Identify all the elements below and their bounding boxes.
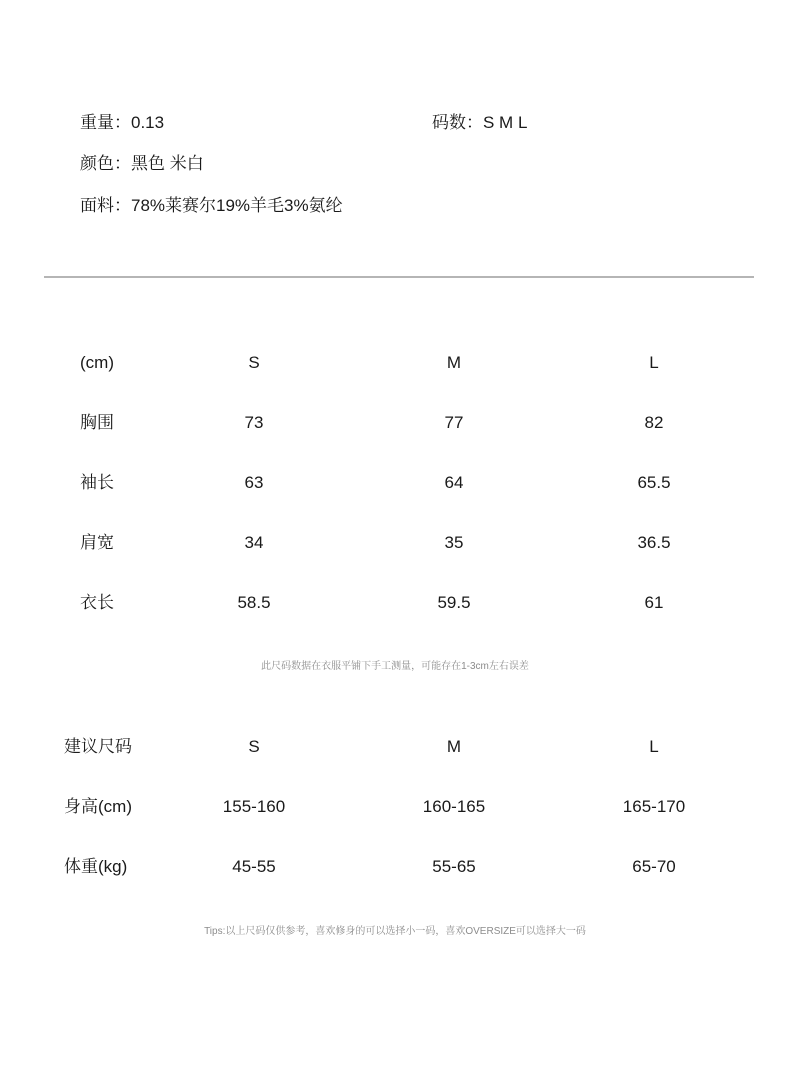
table-cell: 34 xyxy=(244,533,264,552)
size-header-s: S xyxy=(248,353,260,372)
size-header-m: M xyxy=(446,737,462,756)
size-header-s: S xyxy=(248,737,260,756)
table-cell: 65.5 xyxy=(637,473,671,492)
table-cell: 55-65 xyxy=(432,857,476,876)
size-header-l: L xyxy=(649,737,659,756)
sizes-text: 码数：S M L xyxy=(432,113,528,132)
weight-text: 重量：0.13 xyxy=(80,113,165,132)
table-cell: 63 xyxy=(244,473,264,492)
tips-note: Tips:以上尺码仅供参考，喜欢修身的可以选择小一码，喜欢OVERSIZE可以选择大一码 xyxy=(204,926,586,937)
table-cell: 35 xyxy=(444,533,464,552)
table-cell: 64 xyxy=(444,473,464,492)
section-divider xyxy=(44,276,754,278)
table-cell: 58.5 xyxy=(237,593,271,612)
table-cell: 165-170 xyxy=(622,797,686,816)
row-label-sleeve: 袖长 xyxy=(80,473,114,492)
measurement-note: 此尺码数据在衣服平铺下手工测量，可能存在1-3cm左右误差 xyxy=(261,661,529,672)
table-cell: 61 xyxy=(644,593,664,612)
row-label-length: 衣长 xyxy=(80,593,114,612)
colors-text: 颜色：黑色 米白 xyxy=(80,154,204,173)
row-label-weight: 体重(kg) xyxy=(64,857,128,876)
row-label-height: 身高(cm) xyxy=(64,797,132,816)
fabric-text: 面料：78%莱赛尔19%羊毛3%氨纶 xyxy=(80,196,343,215)
table-cell: 65-70 xyxy=(632,857,676,876)
recommend-header: 建议尺码 xyxy=(64,737,132,756)
table-cell: 45-55 xyxy=(232,857,276,876)
table-cell: 36.5 xyxy=(637,533,671,552)
row-label-chest: 胸围 xyxy=(80,413,114,432)
size-header-m: M xyxy=(446,353,462,372)
unit-header: (cm) xyxy=(80,353,114,372)
row-label-shoulder: 肩宽 xyxy=(80,533,114,552)
size-header-l: L xyxy=(649,353,659,372)
table-cell: 59.5 xyxy=(437,593,471,612)
table-cell: 155-160 xyxy=(222,797,286,816)
table-cell: 77 xyxy=(444,413,464,432)
table-cell: 160-165 xyxy=(422,797,486,816)
table-cell: 82 xyxy=(644,413,664,432)
table-cell: 73 xyxy=(244,413,264,432)
